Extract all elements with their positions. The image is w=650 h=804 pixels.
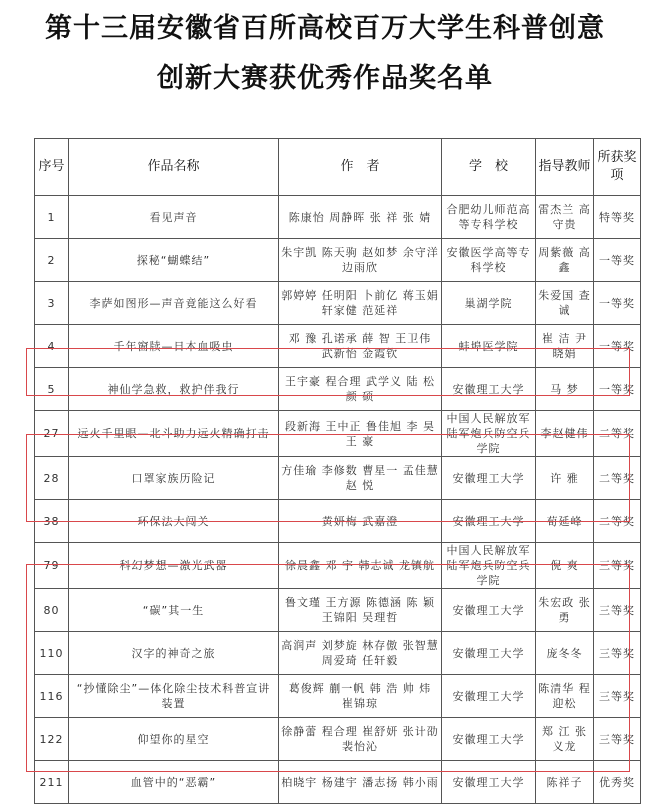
table-row (35, 282, 641, 325)
row-award: 二等奖 (594, 411, 641, 457)
row-no: 3 (35, 282, 69, 325)
row-no: 116 (35, 675, 69, 718)
row-work: 李萨如图形—声音竟能这么好看 (69, 282, 279, 325)
row-authors: 郭婷婷 任明阳 卜前亿 蒋玉娟 轩家健 范延祥 (279, 282, 442, 325)
row-authors: 徐晨鑫 邓 宇 韩志诚 龙镇航 (279, 543, 442, 589)
row-work: “碳”其一生 (69, 589, 279, 632)
row-no: 38 (35, 500, 69, 543)
page-title-line1: 第十三届安徽省百所高校百万大学生科普创意 (45, 13, 605, 44)
row-work: 汉字的神奇之旅 (69, 632, 279, 675)
row-advisor: 庞冬冬 (536, 632, 594, 675)
row-school: 安徽理工大学 (442, 718, 536, 761)
row-work: 血管中的“恶霸” (69, 761, 279, 804)
row-work: 远火千里眼—北斗助力远火精确打击 (69, 411, 279, 457)
row-school: 安徽理工大学 (442, 632, 536, 675)
table-row (35, 239, 641, 282)
row-advisor: 荀延峰 (536, 500, 594, 543)
row-no: 79 (35, 543, 69, 589)
table-row (35, 196, 641, 239)
row-work: “抄懂除尘”—体化除尘技术科普宣讲装置 (69, 675, 279, 718)
row-no: 5 (35, 368, 69, 411)
row-advisor: 周紫薇 高 鑫 (536, 239, 594, 282)
row-school: 安徽理工大学 (442, 500, 536, 543)
row-authors: 柏晓宇 杨建宇 潘志扬 韩小雨 (279, 761, 442, 804)
row-no: 110 (35, 632, 69, 675)
header-advisor: 指导教师 (536, 139, 594, 196)
row-award: 三等奖 (594, 543, 641, 589)
row-advisor: 马 梦 (536, 368, 594, 411)
row-school: 安徽理工大学 (442, 761, 536, 804)
page-title-line2: 创新大赛获优秀作品奖名单 (157, 63, 493, 94)
header-school: 学 校 (442, 139, 536, 196)
row-work: 千年窗牍—日本血吸虫 (69, 325, 279, 368)
row-award: 三等奖 (594, 718, 641, 761)
row-no: 2 (35, 239, 69, 282)
row-school: 安徽理工大学 (442, 457, 536, 500)
row-no: 1 (35, 196, 69, 239)
row-authors: 鲁文瑾 王方源 陈德涵 陈 颖 王锦阳 吴理哲 (279, 589, 442, 632)
row-school: 中国人民解放军陆军炮兵防空兵学院 (442, 411, 536, 457)
row-advisor: 陈祥子 (536, 761, 594, 804)
row-school: 巢湖学院 (442, 282, 536, 325)
row-school: 安徽理工大学 (442, 589, 536, 632)
row-school: 蚌埠医学院 (442, 325, 536, 368)
row-award: 一等奖 (594, 282, 641, 325)
table-header-row (35, 139, 641, 196)
row-authors: 方佳瑜 李修数 曹星一 孟佳慧 赵 悦 (279, 457, 442, 500)
row-authors: 高润声 刘梦旋 林存傲 张智慧 周爱琦 任轩毅 (279, 632, 442, 675)
row-no: 27 (35, 411, 69, 457)
highlight-box-rows-80-211 (26, 564, 630, 772)
row-no: 122 (35, 718, 69, 761)
row-authors: 葛俊辉 蒯一帆 韩 浩 帅 炜 崔锦琼 (279, 675, 442, 718)
row-school: 安徽医学高等专科学校 (442, 239, 536, 282)
row-authors: 段新海 王中正 鲁佳旭 李 昊 王 豪 (279, 411, 442, 457)
row-no: 211 (35, 761, 69, 804)
row-work: 科幻梦想—激光武器 (69, 543, 279, 589)
row-advisor: 倪 爽 (536, 543, 594, 589)
row-advisor: 郑 江 张义龙 (536, 718, 594, 761)
row-award: 三等奖 (594, 675, 641, 718)
row-authors: 朱宇凯 陈天驹 赵如梦 余守洋 边雨欣 (279, 239, 442, 282)
row-authors: 王宇豪 程合理 武学义 陆 松 颜 硕 (279, 368, 442, 411)
row-award: 三等奖 (594, 632, 641, 675)
header-work: 作品名称 (69, 139, 279, 196)
row-school: 中国人民解放军陆军炮兵防空兵学院 (442, 543, 536, 589)
row-award: 一等奖 (594, 239, 641, 282)
row-authors: 邓 豫 孔诺承 薛 智 王卫伟 武新怡 金霞钦 (279, 325, 442, 368)
row-work: 环保法大闯关 (69, 500, 279, 543)
row-award: 二等奖 (594, 457, 641, 500)
row-no: 28 (35, 457, 69, 500)
row-advisor: 许 雅 (536, 457, 594, 500)
row-award: 一等奖 (594, 325, 641, 368)
row-work: 探秘“蝴蝶结” (69, 239, 279, 282)
row-advisor: 崔 洁 尹晓娟 (536, 325, 594, 368)
header-award: 所获奖项 (594, 139, 641, 196)
row-school: 安徽理工大学 (442, 368, 536, 411)
row-authors: 黄妍梅 武嘉澄 (279, 500, 442, 543)
header-authors: 作 者 (279, 139, 442, 196)
row-award: 优秀奖 (594, 761, 641, 804)
row-award: 一等奖 (594, 368, 641, 411)
row-work: 看见声音 (69, 196, 279, 239)
highlight-box-rows-28-38 (26, 434, 630, 522)
row-authors: 陈康怡 周静晖 张 祥 张 婧 (279, 196, 442, 239)
row-advisor: 李赵健伟 (536, 411, 594, 457)
row-award: 特等奖 (594, 196, 641, 239)
highlight-box-row-5 (26, 348, 630, 396)
row-work: 口罩家族历险记 (69, 457, 279, 500)
row-advisor: 雷杰兰 高守贵 (536, 196, 594, 239)
header-no: 序号 (35, 139, 69, 196)
row-work: 仰望你的星空 (69, 718, 279, 761)
row-award: 三等奖 (594, 589, 641, 632)
row-advisor: 朱宏政 张 勇 (536, 589, 594, 632)
row-no: 4 (35, 325, 69, 368)
row-no: 80 (35, 589, 69, 632)
row-advisor: 朱爱国 查 诚 (536, 282, 594, 325)
row-authors: 徐静蕾 程合理 崔舒妍 张计劭 裴怡沁 (279, 718, 442, 761)
row-advisor: 陈清华 程迎松 (536, 675, 594, 718)
row-school: 安徽理工大学 (442, 675, 536, 718)
row-award: 二等奖 (594, 500, 641, 543)
row-work: 神仙学急救，救护伴我行 (69, 368, 279, 411)
row-school: 合肥幼儿师范高等专科学校 (442, 196, 536, 239)
